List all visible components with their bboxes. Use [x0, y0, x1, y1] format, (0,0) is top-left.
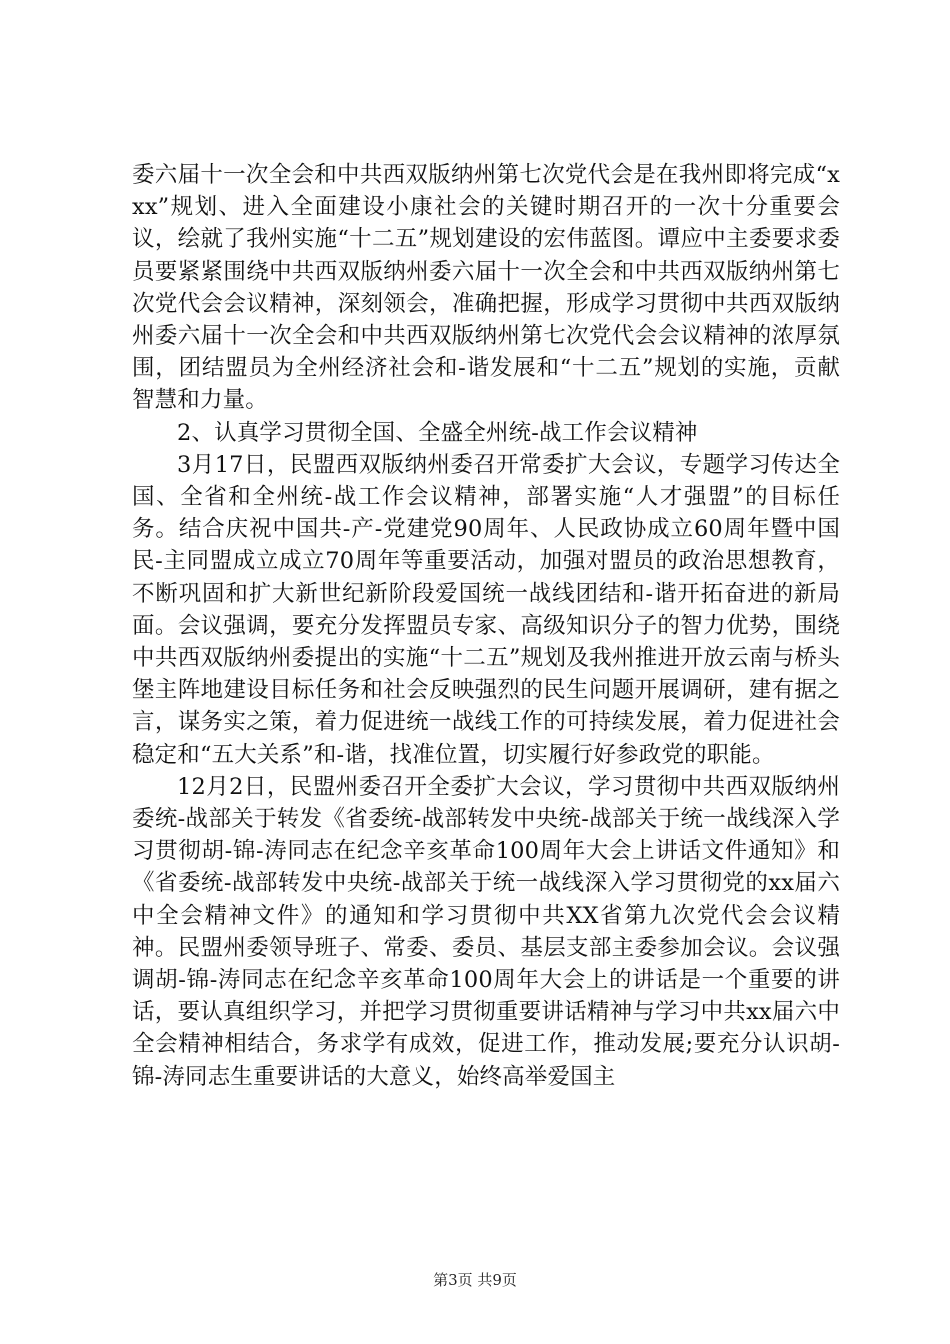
- section-heading: 2、认真学习贯彻全国、全盛全州统-战工作会议精神: [177, 419, 698, 446]
- body-paragraph: 3月17日，民盟西双版纳州委召开常委扩大会议，专题学习传达全国、全省和全州统-战工作会议精神，部署实施“人才强盟”的目标任务。结合庆祝中国共-产-党建党90周年、人民政协成立60周年暨中国民-主同盟成立成立70周年等重要活动，加强对盟员的政治思想教育，不断巩固和扩大新世纪新阶段爱国统一战线团结和-谐开拓奋进的新局面。会议强调，要充分发挥盟员专家、高级知识分子的智力优势，围绕中共西双版纳州委提出的实施“十二五”规划及我州推进开放云南与桥头堡主阵地建设目标任务和社会反映强烈的民生问题开展调研，建有据之言，谋务实之策，着力促进统一战线工作的可持续发展，着力促进社会稳定和“五大关系”和-谐，找准位置，切实履行好参政党的职能。: [132, 451, 840, 768]
- body-paragraph: 12月2日，民盟州委召开全委扩大会议，学习贯彻中共西双版纳州委统-战部关于转发《省委统-战部转发中央统-战部关于统一战线深入学习贯彻胡-锦-涛同志在纪念辛亥革命100周年大会上讲话文件通知》和《省委统-战部转发中央统-战部关于统一战线深入学习贯彻党的xx届六中全会精神文件》的通知和学习贯彻中共XX省第九次党代会会议精神。民盟州委领导班子、常委、委员、基层支部主委参加会议。会议强调胡-锦-涛同志在纪念辛亥革命100周年大会上的讲话是一个重要的讲话，要认真组织学习，并把学习贯彻重要讲话精神与学习中共xx届六中全会精神相结合，务求学有成效，促进工作，推动发展;要充分认识胡-锦-涛同志生重要讲话的大意义，始终高举爱国主: [132, 773, 840, 1090]
- body-paragraph: 委六届十一次全会和中共西双版纳州第七次党代会是在我州即将完成“xxx”规划、进入全面建设小康社会的关键时期召开的一次十分重要会议，绘就了我州实施“十二五”规划建设的宏伟蓝图。谭应中主委要求委员要紧紧围绕中共西双版纳州委六届十一次全会和中共西双版纳州第七次党代会会议精神，深刻领会，准确把握，形成学习贯彻中共西双版纳州委六届十一次全会和中共西双版纳州第七次党代会会议精神的浓厚氛围，团结盟员为全州经济社会和-谐发展和“十二五”规划的实施，贡献智慧和力量。: [132, 162, 840, 414]
- page-number: 第3页 共9页: [433, 1271, 517, 1289]
- page-footer: [0, 1270, 950, 1290]
- document-body: [132, 159, 840, 1093]
